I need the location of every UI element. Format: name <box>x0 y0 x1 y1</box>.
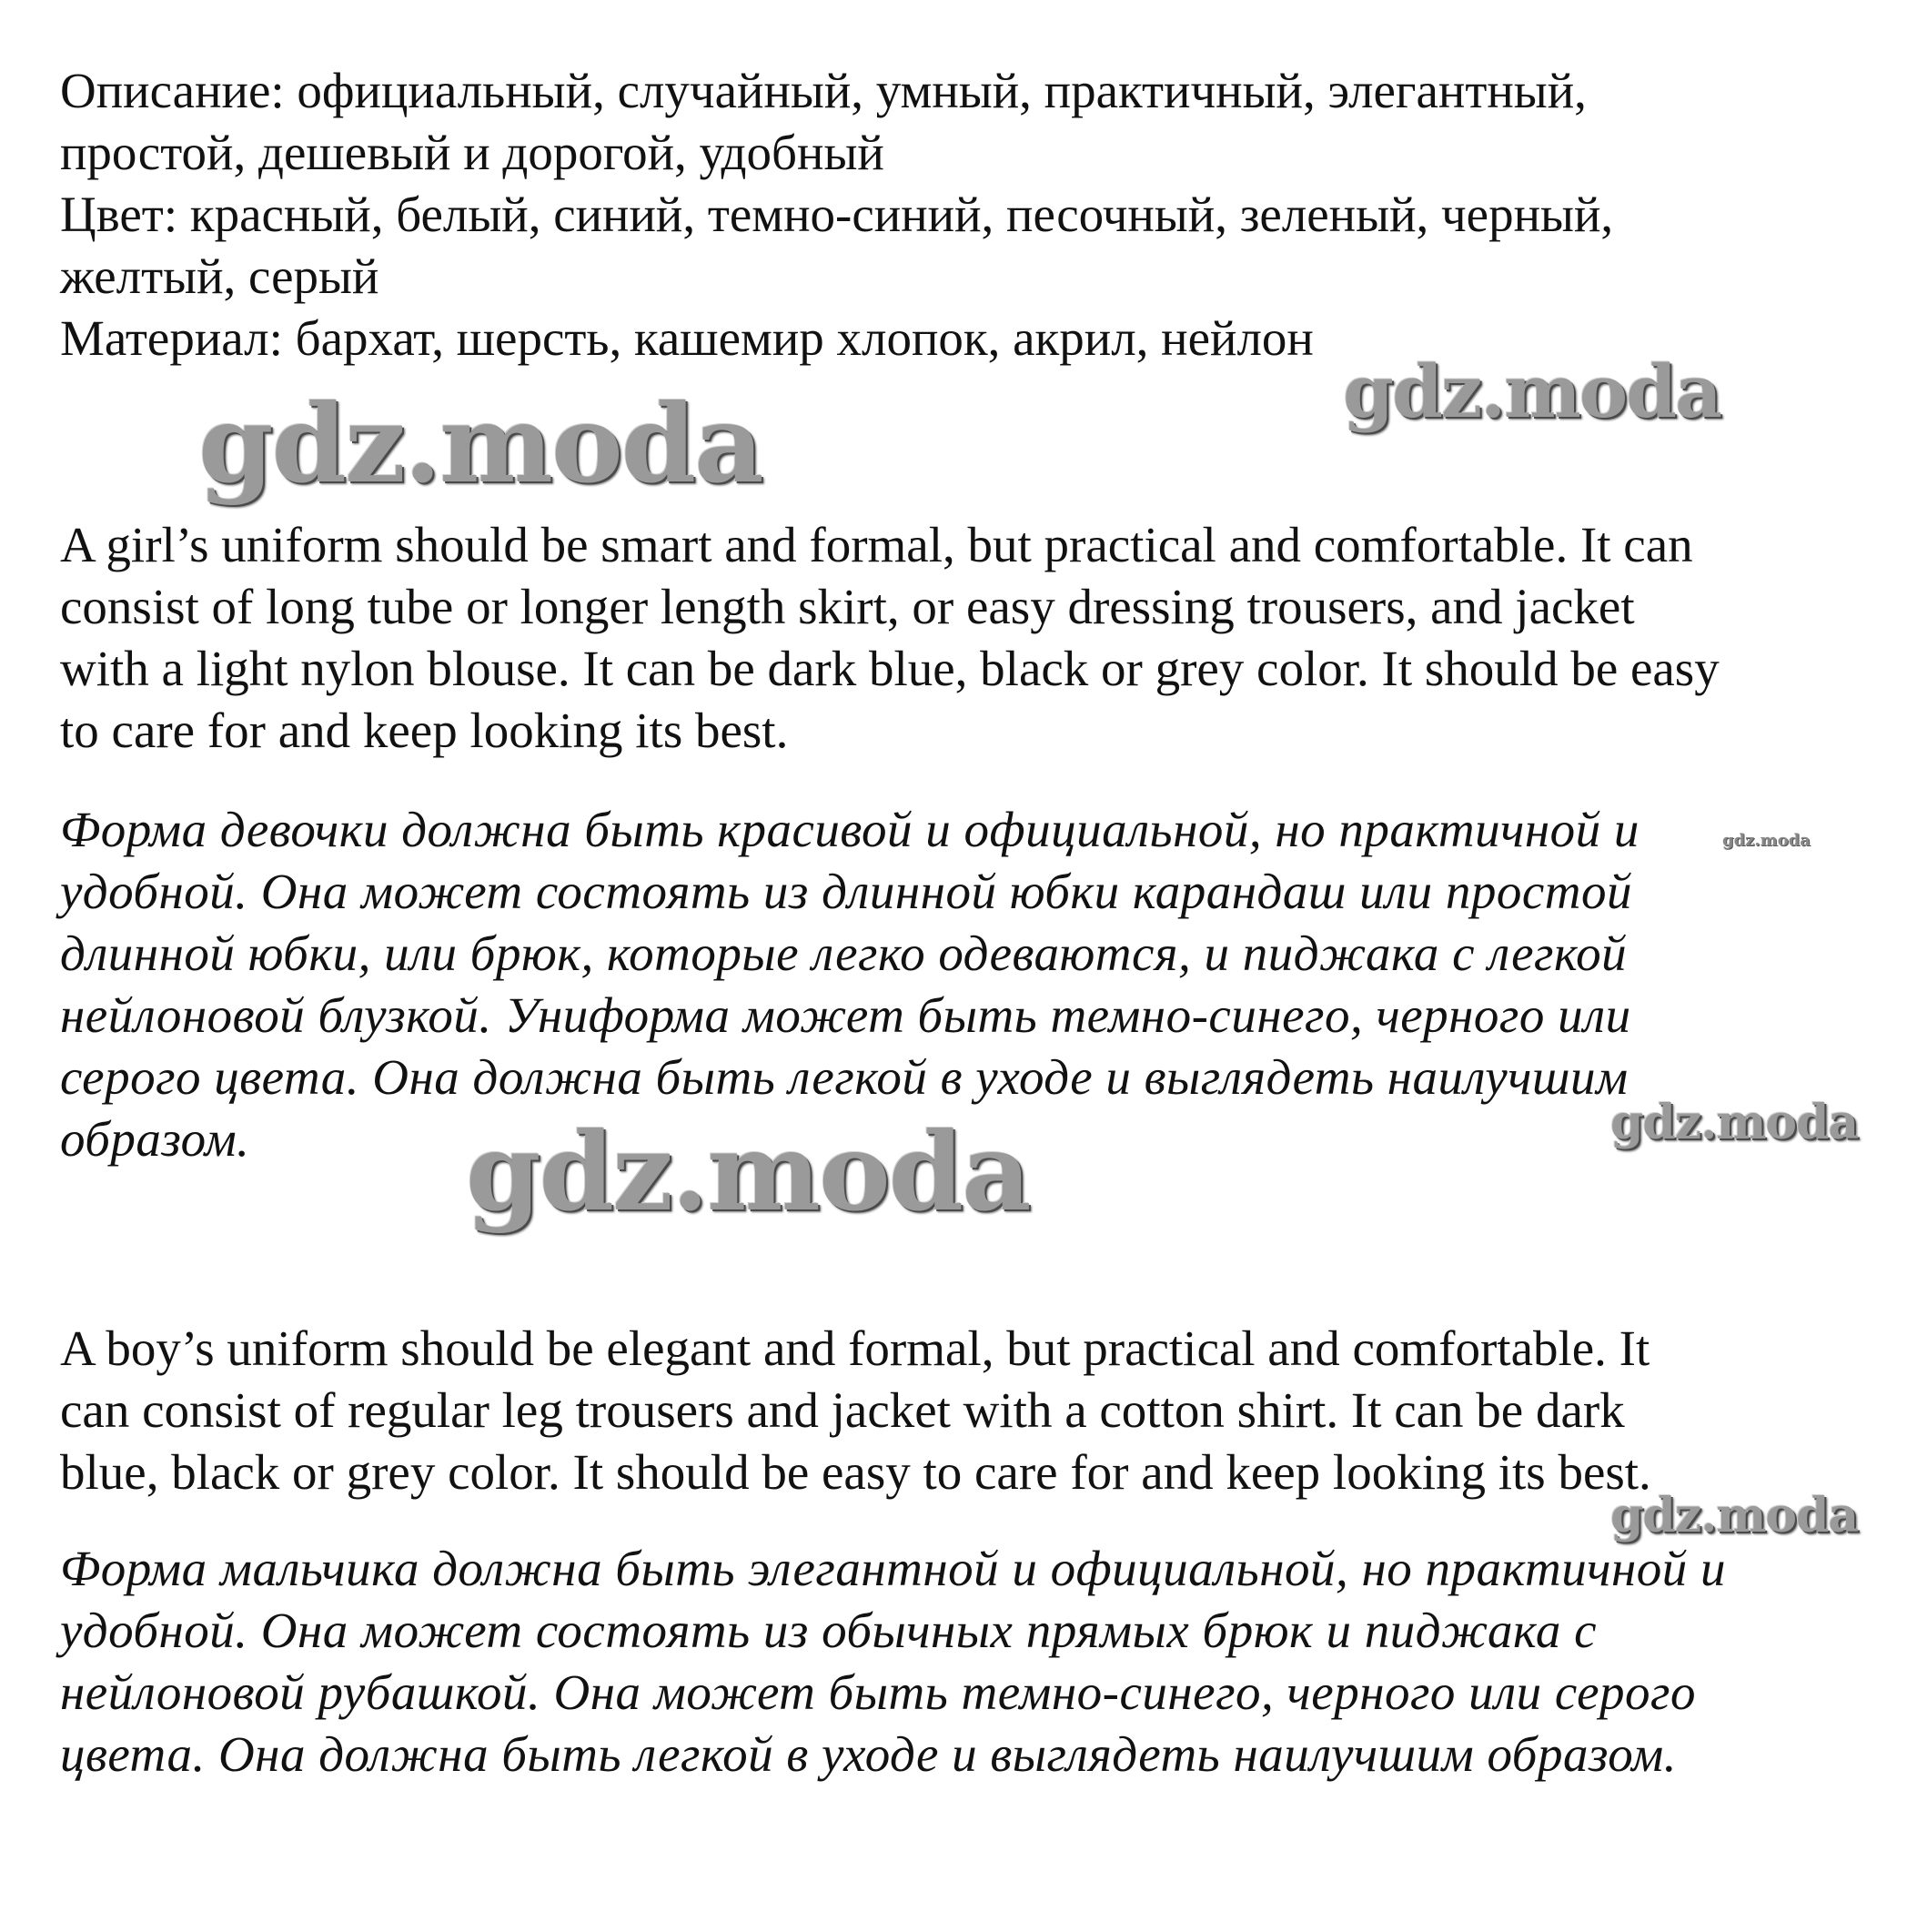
paragraph-line: образом. <box>60 1111 250 1167</box>
paragraph-line: A boy’s uniform should be elegant and formal, but practical and comfortable. It <box>60 1320 1650 1376</box>
description-block <box>60 60 1871 369</box>
paragraph-line: to care for and keep looking its best. <box>60 703 789 758</box>
watermark-logo: gdz.moda <box>1343 349 1720 434</box>
color-line: Цвет: красный, белый, синий, темно-синий, песочный, зеленый, черный, <box>60 187 1614 242</box>
paragraph-line: A girl’s uniform should be smart and formal, but practical and comfortable. It can <box>60 517 1693 572</box>
paragraph-line: Форма девочки должна быть красивой и официальной, но практичной и <box>60 802 1639 857</box>
paragraph-line: with a light nylon blouse. It can be dark blue, black or grey color. It should be easy <box>60 641 1720 696</box>
description-line: простой, дешевый и дорогой, удобный <box>60 125 884 180</box>
color-line: желтый, серый <box>60 248 379 304</box>
watermark-logo: gdz.moda <box>1610 1488 1859 1543</box>
paragraph-line: can consist of regular leg trousers and jacket with a cotton shirt. It can be dark <box>60 1382 1625 1438</box>
paragraph-line: удобной. Она может состоять из длинной юбки карандаш или простой <box>60 864 1633 919</box>
paragraph-line: Форма мальчика должна быть элегантной и официальной, но практичной и <box>60 1541 1727 1596</box>
watermark-logo: gdz.moda <box>198 380 762 507</box>
watermark-logo: gdz.moda <box>1722 831 1811 850</box>
paragraph-line: цвета. Она должна быть легкой в уходе и выглядеть наилучшим образом. <box>60 1726 1677 1782</box>
paragraph-line: blue, black or grey color. It should be easy to care for and keep looking its best. <box>60 1444 1651 1500</box>
paragraph-line: удобной. Она может состоять из обычных прямых брюк и пиджака с <box>60 1603 1598 1658</box>
description-line: Описание: официальный, случайный, умный, практичный, элегантный, <box>60 63 1587 118</box>
watermark-logo: gdz.moda <box>1610 1095 1859 1150</box>
watermark-logo: gdz.moda <box>466 1108 1030 1235</box>
boy-uniform-russian-paragraph <box>60 1538 1871 1785</box>
girl-uniform-english-paragraph <box>60 514 1871 762</box>
paragraph-line: нейлоновой рубашкой. Она может быть темно-синего, черного или серого <box>60 1664 1696 1720</box>
paragraph-line: серого цвета. Она должна быть легкой в уходе и выглядеть наилучшим <box>60 1049 1629 1105</box>
material-line: Материал: бархат, шерсть, кашемир хлопок, акрил, нейлон <box>60 310 1314 366</box>
paragraph-line: consist of long tube or longer length skirt, or easy dressing trousers, and jacket <box>60 579 1635 634</box>
boy-uniform-english-paragraph <box>60 1318 1871 1503</box>
paragraph-line: нейлоновой блузкой. Униформа может быть темно-синего, черного или <box>60 987 1631 1043</box>
paragraph-line: длинной юбки, или брюк, которые легко одеваются, и пиджака с легкой <box>60 926 1628 981</box>
